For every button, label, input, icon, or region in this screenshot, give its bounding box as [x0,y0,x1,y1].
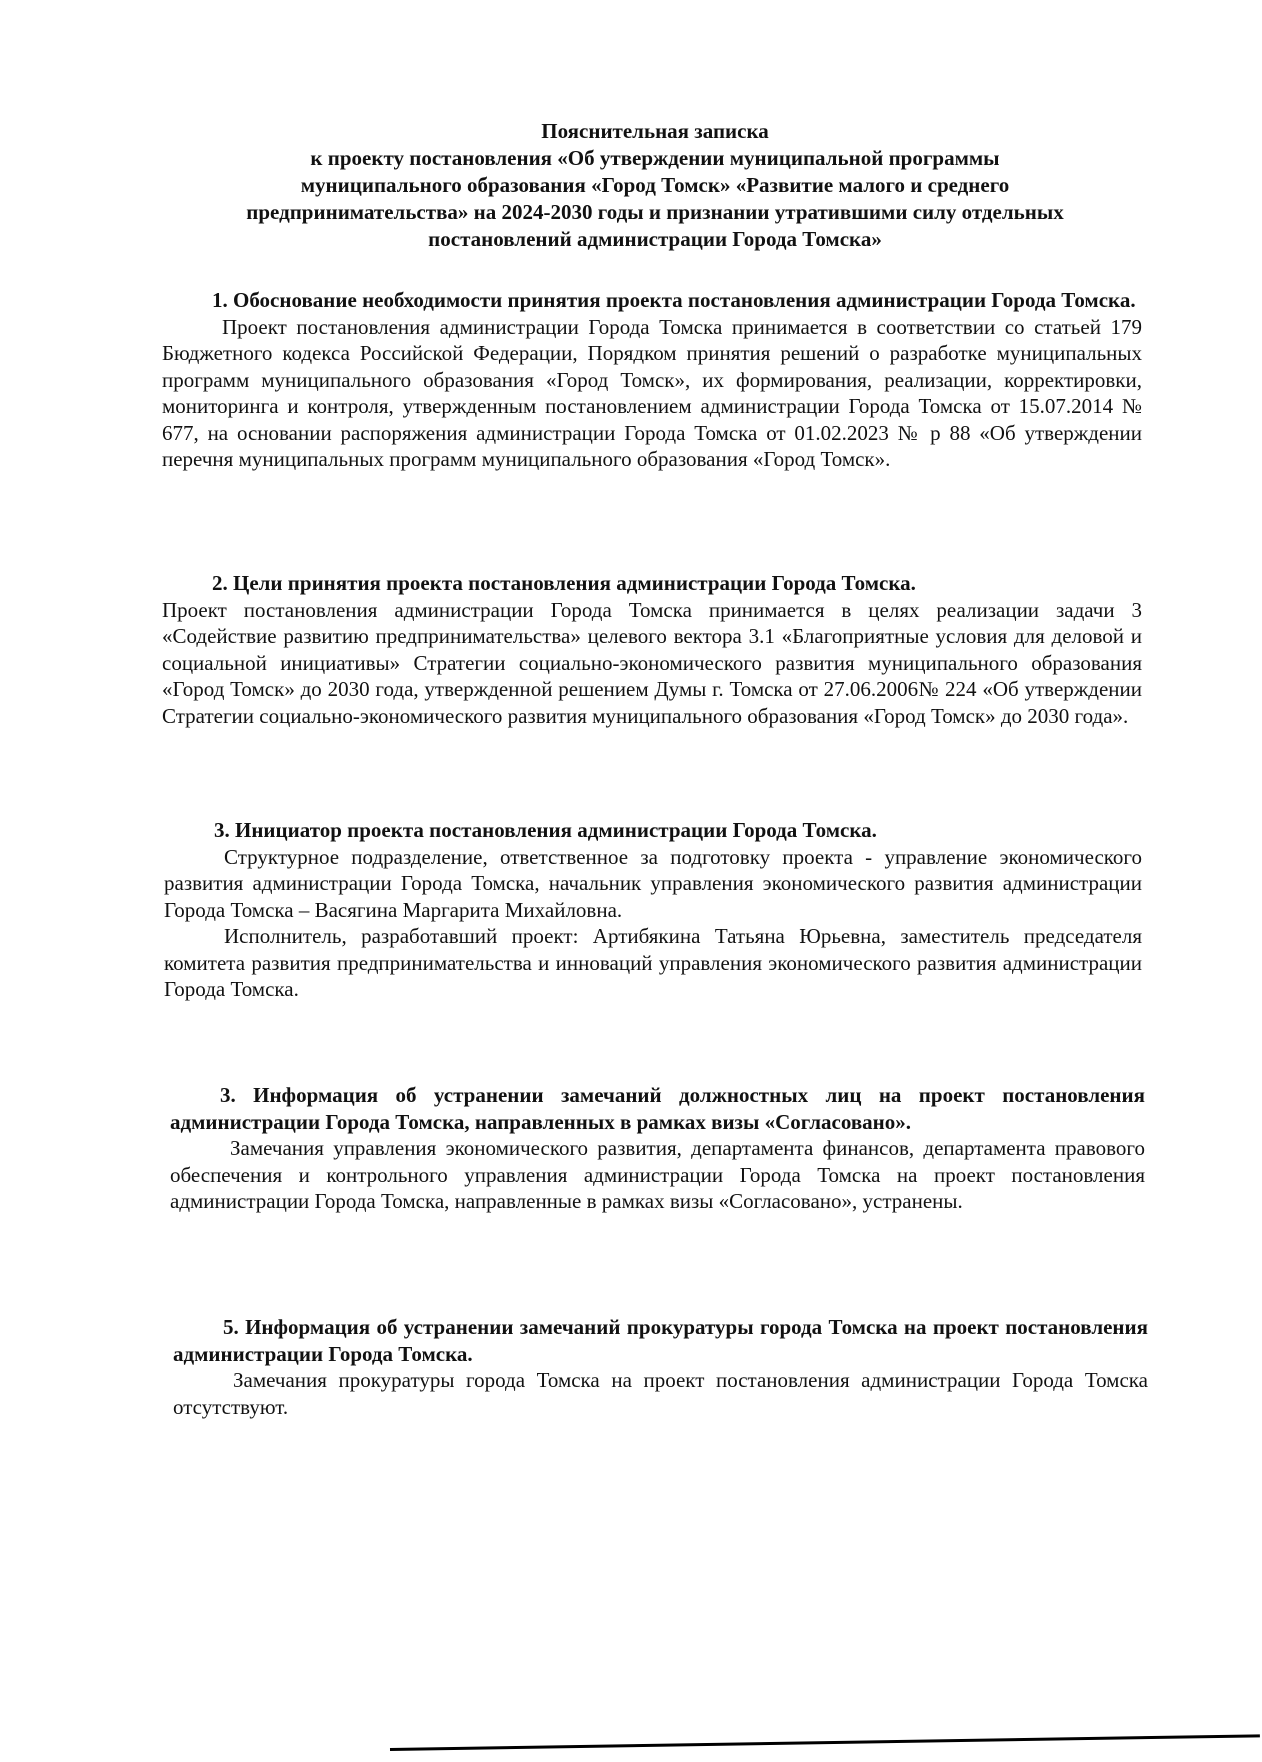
title-line: постановлений администрации Города Томска» [428,227,882,251]
title-line: к проекту постановления «Об утверждении муниципальной программы [310,146,1000,170]
section-paragraph: Замечания прокуратуры города Томска на проект постановления администрации Города Томска отсутствуют. [173,1368,1148,1419]
section-heading: 2. Цели принятия проекта постановления администрации Города Томска. [212,571,916,595]
title-line: муниципального образования «Город Томск» «Развитие малого и среднего [300,173,1010,197]
section-paragraph: Структурное подразделение, ответственное за подготовку проекта - управление экономического развития администрации Города Томска, начальник управления экономического развития администрации Города Томска – Васягина Маргарита Михайловна. [164,844,1142,922]
section-heading: 5. Информация об устранении замечаний прокуратуры города Томска на проект постановления администрации Города Томска. [173,1315,1148,1366]
document-title [160,118,1150,253]
section-paragraph: Проект постановления администрации Города Томска принимается в соответствии со статьей 179 Бюджетного кодекса Российской Федерации, Порядком принятия решений о разработке муниципальных программ муниципального образования «Город Томск», их формирования, реализации, корректировки, мониторинга и контроля, утвержденным постановлением администрации Города Томска от 15.07.2014 № 677, на основании распоряжения администрации Города Томска от 01.02.2023 № р 88 «Об утверждении перечня муниципальных программ муниципального образования «Город Томск». [162,314,1142,471]
title-line: предпринимательства» на 2024-2030 годы и признании утратившими силу отдельных [246,200,1064,224]
section-4 [170,1082,1145,1215]
section-paragraph: Замечания управления экономического развития, департамента финансов, департамента правового обеспечения и контрольного управления администрации Города Томска на проект постановления администрации Города Томска, направленные в рамках визы «Согласовано», устранены. [170,1136,1145,1213]
section-5 [173,1314,1148,1420]
section-heading: 3. Информация об устранении замечаний должностных лиц на проект постановления администрации Города Томска, направленных в рамках визы «Согласовано». [170,1083,1145,1134]
section-paragraph: Проект постановления администрации Города Томска принимается в целях реализации задачи 3 «Содействие развитию предпринимательства» целевого вектора 3.1 «Благоприятные условия для деловой и социальной инициативы» Стратегии социально-экономического развития муниципального образования «Город Томск» до 2030 года, утвержденной решением Думы г. Томска от 27.06.2006№ 224 «Об утверждении Стратегии социально-экономического развития муниципального образования «Город Томск» до 2030 года». [162,597,1142,728]
section-heading: 3. Инициатор проекта постановления администрации Города Томска. [214,818,877,842]
section-1 [162,287,1142,473]
title-line: Пояснительная записка [541,119,769,143]
scan-edge-line [390,1734,1260,1751]
section-paragraph: Исполнитель, разработавший проект: Артибякина Татьяна Юрьевна, заместитель председателя комитета развития предпринимательства и инноваций управления экономического развития администрации Города Томска. [164,924,1142,1001]
section-2 [162,570,1142,729]
section-3 [164,817,1142,1003]
section-heading: 1. Обоснование необходимости принятия проекта постановления администрации Города Томска. [212,288,1136,312]
